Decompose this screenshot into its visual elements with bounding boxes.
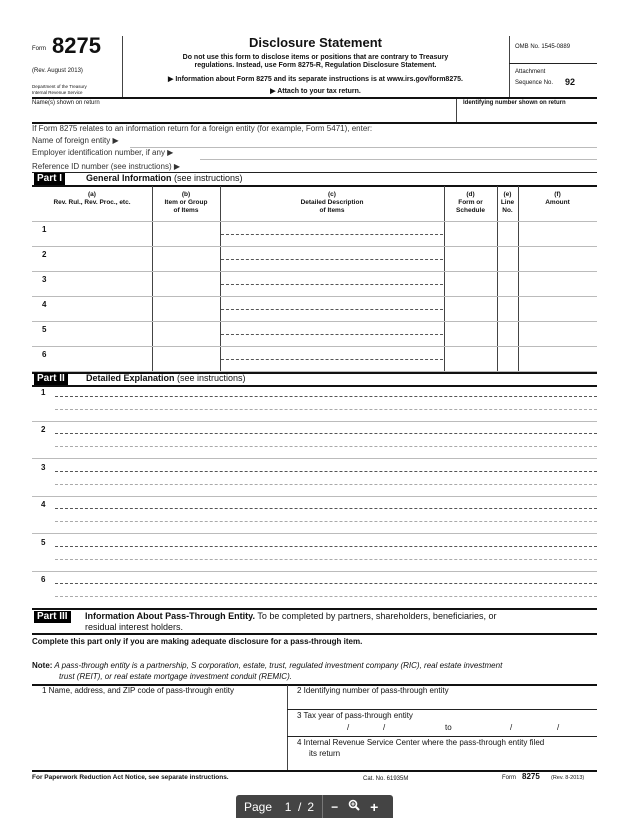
row5-col-b-field[interactable] [154, 323, 218, 344]
explanation-field-5[interactable] [55, 537, 595, 569]
tax-year-begin-field[interactable] [310, 722, 430, 734]
divider [32, 770, 597, 772]
divider [32, 346, 597, 347]
line-number: 3 [41, 462, 46, 472]
row4-col-f-field[interactable] [520, 298, 595, 319]
omb-number: OMB No. 1545-0889 [515, 44, 571, 50]
row2-col-e-field[interactable] [499, 248, 516, 269]
zoom-in-button[interactable]: + [370, 798, 379, 815]
divider [509, 36, 510, 97]
column-label: Rev. Rul., Rev. Proc., etc. [53, 199, 131, 206]
row-number: 2 [42, 250, 47, 259]
line-number: 5 [41, 537, 46, 547]
row3-col-d-field[interactable] [446, 273, 495, 294]
column-label: Line No. [500, 199, 515, 214]
column-label: Detailed Description of Items [300, 199, 364, 214]
row3-col-c-field[interactable] [222, 273, 442, 294]
divider [32, 97, 597, 99]
pdf-viewer-toolbar [236, 795, 393, 818]
part1-badge: Part I [34, 173, 65, 185]
part3-title [85, 611, 496, 621]
divider [32, 321, 597, 322]
column-header [152, 191, 220, 215]
row-number: 5 [42, 325, 47, 334]
id-number-label: Identifying number shown on return [463, 100, 566, 106]
entity-id-field[interactable] [292, 697, 595, 708]
column-letter: (e) [503, 191, 512, 198]
row4-col-e-field[interactable] [499, 298, 516, 319]
row2-col-f-field[interactable] [520, 248, 595, 269]
column-letter: (a) [88, 191, 96, 198]
row1-col-a-field[interactable] [34, 223, 150, 244]
page-label: Page [244, 799, 273, 814]
row4-col-c-field[interactable] [222, 298, 442, 319]
row1-col-e-field[interactable] [499, 223, 516, 244]
row6-col-c-field[interactable] [222, 348, 442, 369]
current-page-input[interactable]: 1 [284, 799, 292, 814]
paperwork-notice: For Paperwork Reduction Act Notice, see separate instructions. [32, 774, 229, 781]
total-pages: 2 [307, 799, 315, 814]
divider [32, 533, 597, 534]
form-title: Disclosure Statement [249, 35, 382, 50]
dept: Department of the Treasury [32, 84, 87, 89]
divider [287, 709, 597, 710]
date-slash: / [510, 723, 513, 732]
foreign-name-label: Name of foreign entity ▶ [32, 136, 119, 145]
foreign-name-field[interactable] [140, 135, 595, 147]
divider [32, 221, 597, 222]
row5-col-d-field[interactable] [446, 323, 495, 344]
column-letter: (b) [181, 191, 191, 198]
column-header [497, 191, 518, 215]
explanation-field-6[interactable] [55, 574, 595, 606]
ein-label: Employer identification number, if any ▶ [32, 148, 174, 157]
row1-col-b-field[interactable] [154, 223, 218, 244]
divider [32, 496, 597, 497]
divider [32, 458, 597, 459]
row-number: 6 [42, 350, 47, 359]
row1-col-f-field[interactable] [520, 223, 595, 244]
row5-col-c-field[interactable] [222, 323, 442, 344]
row5-col-a-field[interactable] [34, 323, 150, 344]
row2-col-b-field[interactable] [154, 248, 218, 269]
column-label: Item or Group of Items [164, 199, 208, 214]
part2-badge: Part II [34, 373, 68, 385]
column-header [444, 191, 497, 215]
zoom-icon[interactable] [348, 799, 360, 814]
line-number: 2 [41, 425, 46, 435]
line3-label: 3 Tax year of pass-through entity [297, 711, 413, 720]
row6-col-b-field[interactable] [154, 348, 218, 369]
subtitle-1: Do not use this form to disclose items or positions that are contrary to Treasury [182, 54, 449, 61]
column-label: Form or Schedule [456, 199, 485, 214]
row4-col-a-field[interactable] [34, 298, 150, 319]
row4-col-d-field[interactable] [446, 298, 495, 319]
part1-title [86, 173, 243, 183]
row6-col-f-field[interactable] [520, 348, 595, 369]
row3-col-b-field[interactable] [154, 273, 218, 294]
revision: (Rev. August 2013) [32, 68, 83, 74]
part3-complete-note: Complete this part only if you are making adequate disclosure for a pass-through item. [32, 637, 363, 646]
row5-col-e-field[interactable] [499, 323, 516, 344]
row3-col-a-field[interactable] [34, 273, 150, 294]
foreign-intro: If Form 8275 relates to an information return for a foreign entity (for example, Form 5471), enter: [32, 124, 373, 133]
row6-col-a-field[interactable] [34, 348, 150, 369]
info-link-text: ▶ Information about Form 8275 and its separate instructions is at www.irs.gov/form8275. [168, 76, 463, 83]
explanation-field-1[interactable] [55, 387, 595, 419]
part2-title-text: Detailed Explanation [86, 373, 175, 383]
row5-col-f-field[interactable] [520, 323, 595, 344]
entity-name-address-field[interactable] [34, 698, 284, 768]
divider [32, 296, 597, 297]
date-slash: / [347, 723, 350, 732]
column-divider [518, 186, 519, 371]
names-field[interactable] [34, 107, 452, 121]
irs: Internal Revenue Service [32, 90, 83, 95]
column-label: Amount [545, 199, 570, 206]
column-header [220, 191, 444, 215]
id-number-field[interactable] [460, 107, 595, 121]
explanation-field-3[interactable] [55, 462, 595, 494]
subtitle-2: regulations. Instead, use Form 8275-R, Regulation Disclosure Statement. [194, 62, 437, 69]
reference-id-label: Reference ID number (see instructions) ▶ [32, 162, 180, 171]
row1-col-d-field[interactable] [446, 223, 495, 244]
divider [32, 633, 597, 635]
column-letter: (d) [466, 191, 475, 198]
divider [287, 736, 597, 737]
form-number: 8275 [52, 33, 101, 58]
explanation-field-4[interactable] [55, 499, 595, 531]
line-number: 1 [41, 388, 46, 397]
ein-field[interactable] [215, 147, 595, 159]
form-label: Form [32, 46, 46, 52]
row3-col-f-field[interactable] [520, 273, 595, 294]
part3-note [32, 661, 502, 670]
part1-title-note: (see instructions) [171, 173, 243, 183]
row3-col-e-field[interactable] [499, 273, 516, 294]
row4-col-b-field[interactable] [154, 298, 218, 319]
row2-col-c-field[interactable] [222, 248, 442, 269]
line4-label-2: its return [309, 749, 341, 758]
part2-title [86, 373, 246, 383]
row2-col-d-field[interactable] [446, 248, 495, 269]
sequence-number: 92 [565, 77, 576, 87]
footer-form-number: 8275 [522, 772, 540, 781]
divider [509, 63, 597, 64]
column-header [32, 191, 152, 207]
zoom-out-button[interactable]: − [331, 799, 339, 814]
note-text-2: trust (REIT), or real estate mortgage investment conduit (REMIC). [59, 672, 292, 681]
explanation-field-2[interactable] [55, 424, 595, 456]
row6-col-d-field[interactable] [446, 348, 495, 369]
part1-title-text: General Information [86, 173, 172, 183]
column-letter: (f) [554, 191, 561, 198]
row6-col-e-field[interactable] [499, 348, 516, 369]
part2-title-note: (see instructions) [174, 373, 246, 383]
sequence-label: Sequence No. [515, 80, 554, 86]
part3-title-rest: To be completed by partners, shareholders, beneficiaries, or [255, 611, 497, 621]
line1-label: 1 Name, address, and ZIP code of pass-through entity [42, 686, 234, 695]
toolbar-divider [322, 795, 323, 818]
line-number: 6 [41, 575, 46, 584]
column-header [518, 191, 597, 207]
divider [32, 608, 597, 610]
date-to: to [445, 723, 452, 732]
part3-title-line2: residual interest holders. [85, 622, 184, 632]
row-number: 1 [42, 225, 47, 234]
date-slash: / [557, 723, 560, 732]
attachment-label: Attachment [515, 69, 546, 75]
line-number: 4 [41, 500, 46, 510]
tax-year-end-field[interactable] [470, 722, 590, 734]
divider [287, 685, 288, 770]
reference-id-field[interactable] [210, 160, 595, 172]
divider [32, 571, 597, 572]
column-letter: (c) [328, 191, 336, 198]
names-label: Name(s) shown on return [32, 100, 100, 106]
row1-col-c-field[interactable] [222, 223, 442, 244]
row-number: 4 [42, 300, 47, 309]
line2-label: 2 Identifying number of pass-through entity [297, 686, 449, 695]
row-number: 3 [42, 275, 47, 284]
divider [32, 421, 597, 422]
divider [456, 99, 457, 123]
row2-col-a-field[interactable] [34, 248, 150, 269]
catalog-number: Cat. No. 61935M [363, 776, 409, 782]
page-separator: / [298, 799, 302, 814]
note-label: Note: [32, 661, 53, 670]
irs-center-field[interactable] [380, 750, 595, 768]
part3-title-text: Information About Pass-Through Entity. [85, 611, 255, 621]
date-slash: / [383, 723, 386, 732]
line4-label: 4 Internal Revenue Service Center where the pass-through entity filed [297, 738, 545, 747]
divider [32, 271, 597, 272]
note-text-1: A pass-through entity is a partnership, S corporation, estate, trust, regulated investment company (RIC), real estate investment [52, 661, 503, 670]
divider [32, 185, 597, 187]
footer-form-label: Form [502, 775, 516, 781]
divider [32, 246, 597, 247]
footer-revision: (Rev. 8-2013) [551, 775, 585, 781]
part3-badge: Part III [34, 611, 71, 623]
attach-text: ▶ Attach to your tax return. [270, 88, 361, 95]
